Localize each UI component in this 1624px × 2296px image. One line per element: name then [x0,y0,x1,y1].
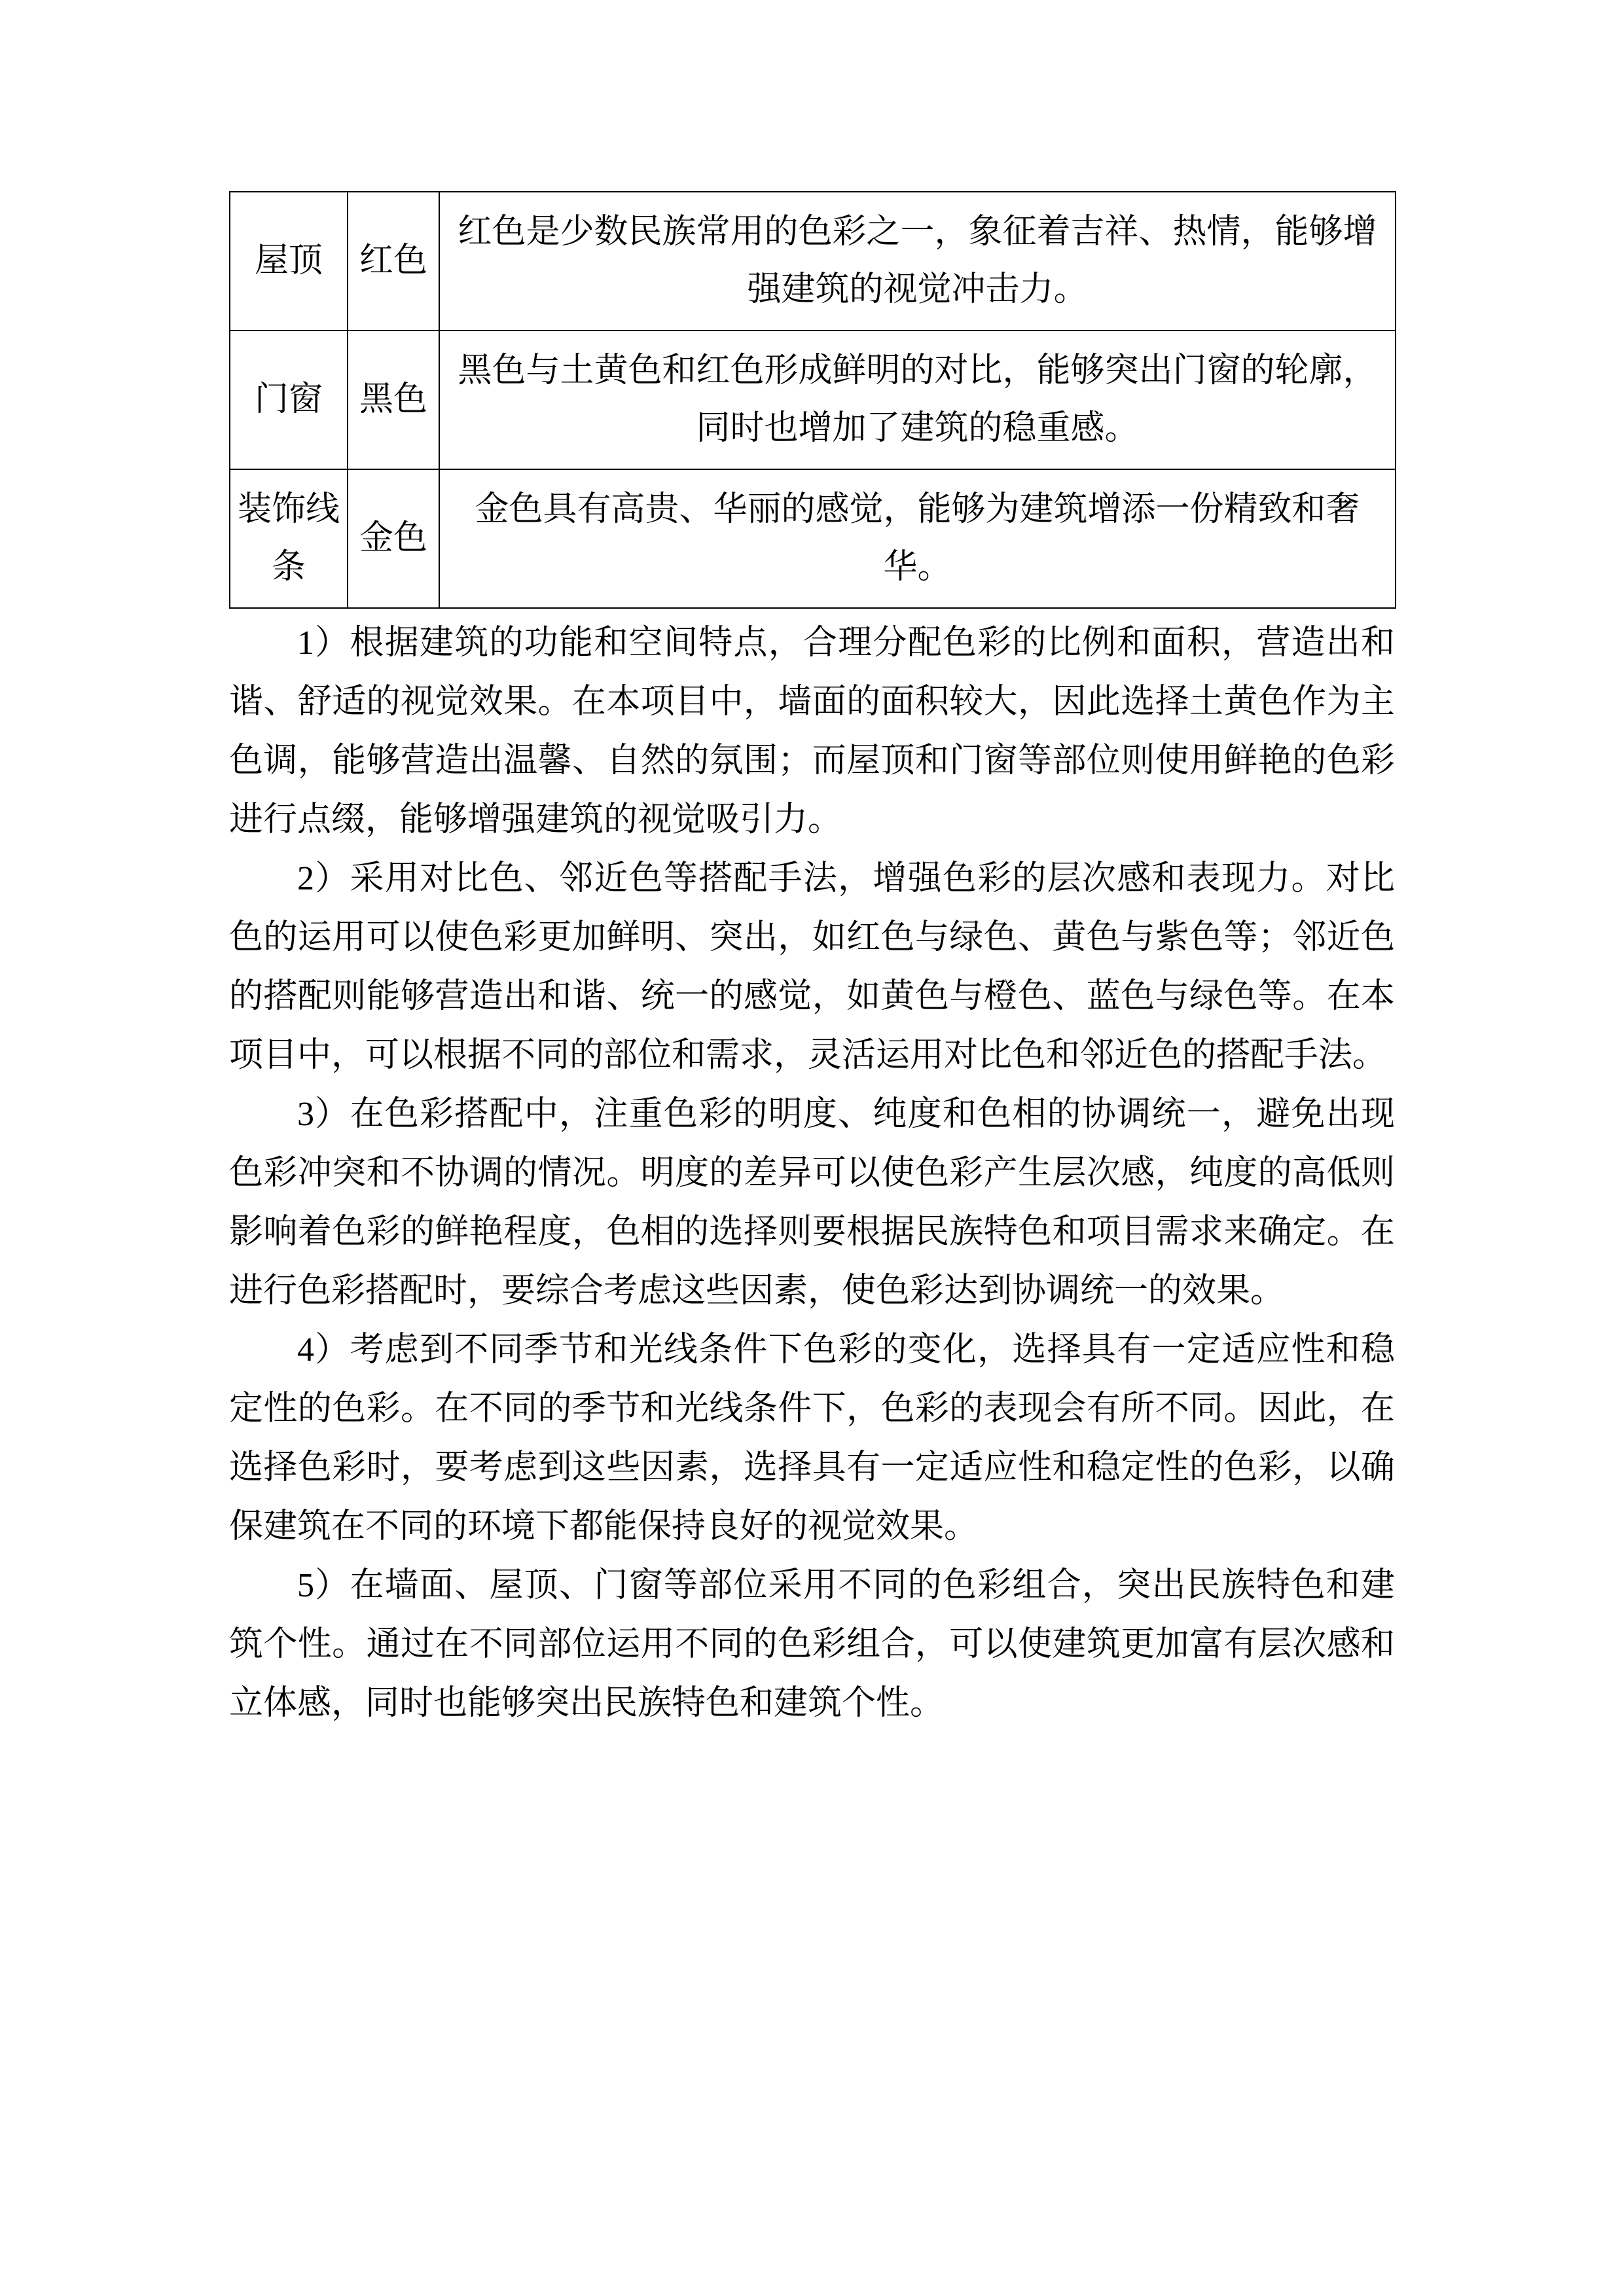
cell-color: 金色 [348,469,439,608]
paragraph: 2）采用对比色、邻近色等搭配手法，增强色彩的层次感和表现力。对比色的运用可以使色彩更加鲜明、突出，如红色与绿色、黄色与紫色等；邻近色的搭配则能够营造出和谐、统一的感觉，如黄色与橙色、蓝色与绿色等。在本项目中，可以根据不同的部位和需求，灵活运用对比色和邻近色的搭配手法。 [229,860,1395,1074]
cell-description: 金色具有高贵、华丽的感觉，能够为建筑增添一份精致和奢华。 [439,469,1396,608]
cell-description: 红色是少数民族常用的色彩之一，象征着吉祥、热情，能够增强建筑的视觉冲击力。 [439,192,1396,331]
paragraph: 4）考虑到不同季节和光线条件下色彩的变化，选择具有一定适应性和稳定性的色彩。在不同的季节和光线条件下，色彩的表现会有所不同。因此，在选择色彩时，要考虑到这些因素，选择具有一定适应性和稳定性的色彩，以确保建筑在不同的环境下都能保持良好的视觉效果。 [229,1331,1395,1545]
cell-description: 黑色与土黄色和红色形成鲜明的对比，能够突出门窗的轮廓，同时也增加了建筑的稳重感。 [439,331,1396,469]
cell-color: 黑色 [348,331,439,469]
paragraph: 5）在墙面、屋顶、门窗等部位采用不同的色彩组合，突出民族特色和建筑个性。通过在不同部位运用不同的色彩组合，可以使建筑更加富有层次感和立体感，同时也能够突出民族特色和建筑个性。 [229,1567,1395,1722]
color-scheme-table [229,191,1396,609]
cell-part: 门窗 [230,331,348,469]
body-text [229,614,1395,1733]
cell-color: 红色 [348,192,439,331]
paragraph: 1）根据建筑的功能和空间特点，合理分配色彩的比例和面积，营造出和谐、舒适的视觉效果。在本项目中，墙面的面积较大，因此选择土黄色作为主色调，能够营造出温馨、自然的氛围；而屋顶和门窗等部位则使用鲜艳的色彩进行点缀，能够增强建筑的视觉吸引力。 [229,624,1395,838]
paragraph: 3）在色彩搭配中，注重色彩的明度、纯度和色相的协调统一，避免出现色彩冲突和不协调的情况。明度的差异可以使色彩产生层次感，纯度的高低则影响着色彩的鲜艳程度，色相的选择则要根据民族特色和项目需求来确定。在进行色彩搭配时，要综合考虑这些因素，使色彩达到协调统一的效果。 [229,1096,1395,1310]
table-row [230,331,1396,469]
table-row [230,469,1396,608]
cell-part: 装饰线条 [230,469,348,608]
table-row [230,192,1396,331]
cell-part: 屋顶 [230,192,348,331]
